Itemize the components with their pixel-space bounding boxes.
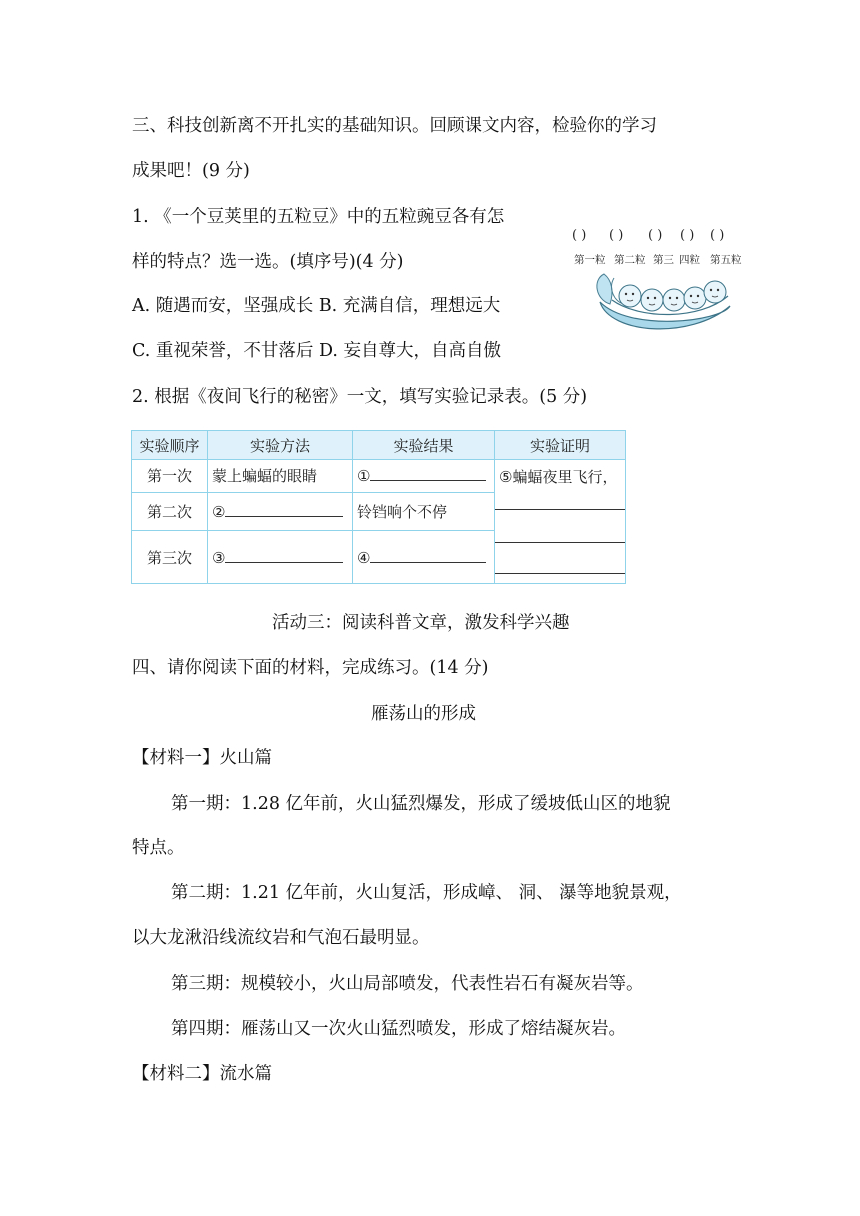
table-header: 实验证明 bbox=[495, 431, 626, 460]
pea-label: 第三 bbox=[653, 254, 674, 266]
experiment-order: 第一次 bbox=[132, 460, 208, 493]
experiment-order: 第三次 bbox=[132, 531, 208, 584]
option-ab: A. 随遇而安，坚强成长 B. 充满自信，理想远大 bbox=[132, 296, 501, 316]
paragraph-phase2-line1: 第二期：1.21 亿年前，火山复活，形成嶂、 洞、 瀑等地貌景观， bbox=[171, 883, 682, 903]
paragraph-phase4: 第四期：雁荡山又一次火山猛烈喷发，形成了熔结凝灰岩。 bbox=[171, 1019, 626, 1039]
question1-line2: 样的特点？选一选。(填序号)(4 分) bbox=[132, 252, 404, 272]
answer-line[interactable] bbox=[225, 548, 343, 563]
material2-label: 【材料二】流水篇 bbox=[132, 1064, 272, 1084]
experiment-result-cell bbox=[353, 460, 495, 493]
answer-blank: ( ) bbox=[710, 228, 725, 243]
answer-blank: ( ) bbox=[609, 228, 624, 243]
answer-blank: ( ) bbox=[572, 228, 587, 243]
pea-label: 第一粒 bbox=[574, 254, 606, 266]
experiment-proof-text: ⑤蝙蝠夜里飞行， bbox=[499, 468, 618, 486]
pea-pod-drawing bbox=[570, 222, 742, 348]
answer-line[interactable] bbox=[225, 502, 343, 517]
pea-pod-illustration bbox=[570, 222, 742, 348]
experiment-result-cell bbox=[353, 531, 495, 584]
material1-label: 【材料一】火山篇 bbox=[132, 748, 272, 768]
experiment-method-cell bbox=[208, 492, 353, 531]
activity-title: 活动三：阅读科普文章，激发科学兴趣 bbox=[272, 613, 570, 633]
paragraph-phase2-line2: 以大龙湫沿线流纹岩和气泡石最明显。 bbox=[132, 928, 430, 948]
pea-label: 四粒 bbox=[679, 254, 700, 266]
experiment-method-cell bbox=[208, 531, 353, 584]
answer-line[interactable] bbox=[495, 543, 625, 574]
pea-label: 第五粒 bbox=[710, 254, 742, 266]
experiment-result: 铃铛响个不停 bbox=[353, 492, 495, 531]
option-cd: C. 重视荣誉，不甘落后 D. 妄自尊大，自高自傲 bbox=[132, 341, 501, 361]
question2: 2. 根据《夜间飞行的秘密》一文，填写实验记录表。(5 分) bbox=[132, 387, 588, 407]
answer-blank: ( ) bbox=[680, 228, 695, 243]
pea-label: 第二粒 bbox=[614, 254, 646, 266]
experiment-method: 蒙上蝙蝠的眼睛 bbox=[208, 460, 353, 493]
answer-marker: ② bbox=[212, 502, 226, 521]
table-header: 实验方法 bbox=[208, 431, 353, 460]
answer-marker: ① bbox=[357, 467, 371, 486]
answer-marker: ④ bbox=[357, 548, 371, 567]
answer-marker: ③ bbox=[212, 548, 226, 567]
answer-blank: ( ) bbox=[648, 228, 663, 243]
table-header: 实验结果 bbox=[353, 431, 495, 460]
table-header: 实验顺序 bbox=[132, 431, 208, 460]
paragraph-phase1-line2: 特点。 bbox=[132, 838, 185, 858]
experiment-proof-cell bbox=[495, 460, 626, 584]
table-header-row bbox=[132, 431, 626, 460]
experiment-record-table bbox=[131, 430, 626, 584]
section4-heading: 四、请你阅读下面的材料，完成练习。(14 分) bbox=[132, 658, 489, 678]
section3-heading-line2: 成果吧！(9 分) bbox=[132, 161, 250, 181]
section3-heading-line1: 三、科技创新离不开扎实的基础知识。回顾课文内容，检验你的学习 bbox=[132, 116, 657, 136]
answer-line[interactable] bbox=[495, 510, 625, 543]
paragraph-phase3: 第三期：规模较小，火山局部喷发，代表性岩石有凝灰岩等。 bbox=[171, 974, 644, 994]
article-title: 雁荡山的形成 bbox=[371, 704, 476, 724]
answer-line[interactable] bbox=[495, 487, 625, 510]
table-row bbox=[132, 460, 626, 493]
answer-line[interactable] bbox=[370, 466, 486, 481]
answer-line[interactable] bbox=[370, 548, 486, 563]
question1-line1: 1. 《一个豆荚里的五粒豆》中的五粒豌豆各有怎 bbox=[132, 207, 505, 227]
experiment-order: 第二次 bbox=[132, 492, 208, 531]
paragraph-phase1-line1: 第一期：1.28 亿年前，火山猛烈爆发，形成了缓坡低山区的地貌 bbox=[171, 794, 671, 814]
